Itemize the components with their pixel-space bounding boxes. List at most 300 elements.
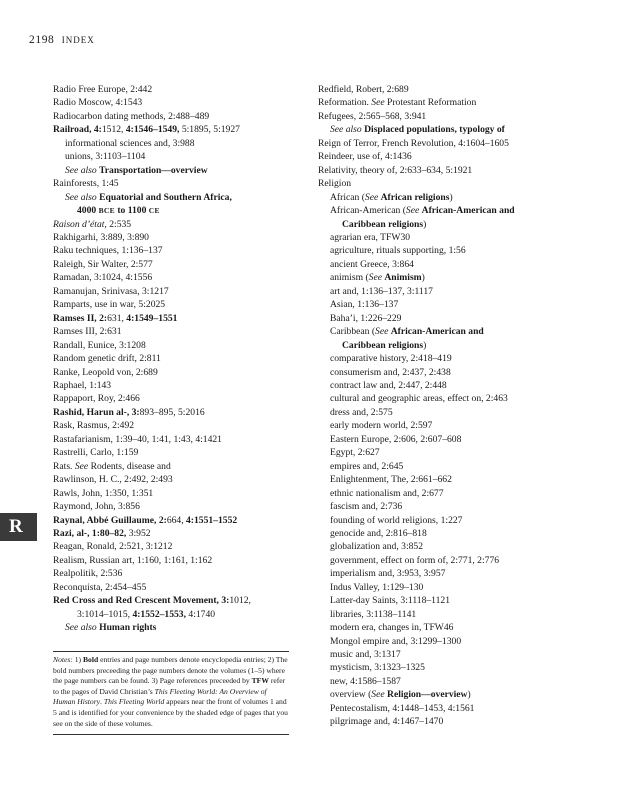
text-segment: .	[100, 697, 104, 707]
text-segment: Caribbean religions	[342, 339, 424, 351]
text-segment: 3:	[373, 649, 382, 661]
index-entry	[53, 433, 296, 446]
index-subentry	[318, 406, 583, 419]
text-segment: 661–662	[418, 474, 452, 486]
text-segment: 2:	[99, 326, 108, 338]
text-segment: Randall, Eunice,	[53, 339, 120, 351]
text-segment: Ramses II, 2:	[53, 312, 108, 324]
text-segment: 2:	[410, 474, 419, 486]
text-segment: Reagan, Ronald,	[53, 541, 120, 553]
text-segment: 3:	[127, 231, 135, 243]
text-segment: cultural and geographic areas, effect on,	[330, 393, 486, 405]
index-entry	[53, 298, 296, 311]
text-segment: See	[368, 272, 385, 284]
index-subentry	[318, 191, 583, 204]
index-subentry	[318, 621, 583, 634]
text-segment: 1:	[357, 299, 365, 311]
text-segment: 1467–1470	[400, 716, 444, 728]
text-segment: 890	[134, 231, 149, 243]
index-entry	[53, 379, 296, 392]
text-segment: 3:	[423, 568, 432, 580]
text-segment: 1:	[163, 554, 172, 566]
index-subentry	[318, 661, 583, 674]
text-segment: 2:	[112, 420, 120, 432]
index-subentry	[318, 433, 583, 446]
text-segment: 607–608	[427, 433, 462, 445]
index-subentry	[318, 554, 583, 567]
text-segment: 4:	[392, 716, 401, 728]
text-segment: Religion—overview	[387, 689, 468, 701]
text-segment: entries and page numbers denote encyclopedia entries; 2) The bold numbers preceeding the page numbers denote the volumes (1–5) where the page numbers can be found. 3) Page references preceeded by	[53, 655, 288, 686]
text-segment: Human rights	[99, 622, 157, 634]
text-segment: 437,	[409, 366, 429, 378]
text-segment: )	[449, 191, 453, 203]
text-segment: 493	[158, 474, 173, 486]
text-segment: unions,	[65, 151, 96, 163]
text-segment: music and,	[330, 649, 374, 661]
text-segment: 1118–1121	[407, 595, 450, 607]
text-segment: Razi, al-, 1:80–82,	[53, 527, 129, 539]
index-entry	[53, 473, 296, 486]
text-segment: Eastern Europe,	[330, 433, 394, 445]
index-subentry	[318, 366, 583, 379]
text-segment: Red Cross and Red Crescent Movement, 3:	[53, 595, 230, 607]
text-segment: 941	[411, 110, 427, 122]
text-segment: 1138–1141	[373, 608, 417, 620]
text-segment: 953,	[404, 568, 424, 580]
text-segment: Ramparts, use in war,	[53, 299, 139, 311]
text-segment: 227	[448, 514, 463, 526]
text-segment: Indus Valley,	[330, 581, 383, 593]
text-segment: 1212	[153, 541, 173, 553]
text-segment: 41,	[159, 433, 174, 445]
text-segment: See	[371, 689, 388, 701]
text-segment: 1436	[392, 151, 412, 163]
text-segment: 1:	[361, 285, 369, 297]
index-entry	[53, 339, 296, 352]
text-segment: 1:	[104, 487, 113, 499]
text-segment: 3:	[366, 608, 374, 620]
text-segment: Rainforests,	[53, 178, 102, 190]
text-segment: 2:	[124, 474, 132, 486]
thumb-index-letter: R	[9, 516, 23, 537]
text-segment: 3:	[172, 137, 181, 149]
text-segment: refer to the pages of David Christian’s	[53, 676, 286, 696]
text-segment: Realism, Russian art,	[53, 554, 137, 566]
text-segment: 2:	[424, 379, 433, 391]
text-segment: 143	[96, 379, 112, 391]
text-segment: 2:	[421, 487, 430, 499]
text-segment: Rappaport, Roy,	[53, 393, 118, 405]
text-segment: 1556	[132, 272, 153, 284]
index-subentry	[53, 621, 296, 634]
text-segment: 3:	[404, 110, 412, 122]
index-subentry	[318, 500, 583, 513]
thumb-index-tab	[0, 513, 37, 541]
text-segment: 5:	[445, 164, 454, 176]
text-segment: 2:	[420, 433, 428, 445]
text-segment: to 1100	[114, 205, 149, 217]
text-segment: Pentecostalism,	[330, 702, 393, 714]
index-subentry	[53, 191, 296, 204]
text-segment: 2:	[105, 581, 113, 593]
text-segment: 1012,	[229, 595, 251, 607]
text-segment: agrarian era,	[330, 231, 381, 243]
text-segment: Caribbean (	[330, 326, 376, 338]
text-segment: 856	[125, 501, 140, 513]
text-segment: TFW	[251, 676, 269, 686]
text-segment: 4:1552–1553,	[132, 608, 189, 620]
text-segment: 2:	[380, 501, 388, 513]
text-segment: )	[423, 339, 427, 351]
text-segment: Latter-day Saints,	[330, 595, 401, 607]
text-segment: Egypt,	[330, 447, 358, 459]
index-entry	[53, 312, 296, 325]
text-segment: 1024,	[101, 272, 126, 284]
text-segment: overview (	[330, 689, 372, 701]
text-segment: Animism	[384, 272, 422, 284]
index-subentry	[53, 164, 296, 177]
text-segment: 664,	[166, 514, 186, 526]
text-segment: 4:	[458, 137, 466, 149]
index-entry	[53, 419, 296, 432]
text-segment: Reindeer, use of,	[318, 151, 386, 163]
text-segment: 448	[432, 379, 447, 391]
text-segment: contract law and,	[330, 379, 399, 391]
text-segment: Rawls, John,	[53, 487, 105, 499]
text-segment: Rats.	[53, 460, 75, 472]
text-segment: Displaced populations, typology of	[364, 124, 505, 136]
index-subentry	[318, 608, 583, 621]
text-segment: African-American and	[390, 326, 484, 338]
text-segment: 1:	[173, 433, 181, 445]
index-entry	[318, 164, 583, 177]
index-subentry	[318, 379, 583, 392]
text-segment: 3:	[119, 339, 127, 351]
text-segment: 1:	[360, 312, 368, 324]
text-segment: 3:	[410, 635, 418, 647]
index-subentry	[318, 258, 583, 271]
index-entry	[53, 514, 296, 527]
text-segment: 418–419	[418, 353, 452, 365]
text-segment: 454–455	[112, 581, 147, 593]
text-segment: Asian,	[330, 299, 358, 311]
text-segment: 689	[143, 366, 158, 378]
text-segment: Ramanujan, Srinivasa,	[53, 285, 142, 297]
text-segment: 597	[417, 420, 433, 432]
index-subentry	[318, 285, 583, 298]
index-entry	[318, 110, 583, 123]
index-subentry	[318, 675, 583, 688]
text-segment: 4:	[115, 97, 124, 109]
index-entry	[53, 285, 296, 298]
text-segment: 852	[408, 541, 423, 553]
text-segment: 3:	[407, 285, 415, 297]
text-segment: See	[364, 191, 381, 203]
text-segment: mysticism,	[330, 662, 375, 674]
text-segment: 3:	[77, 608, 85, 620]
text-segment: 136–137	[128, 245, 163, 257]
text-segment: See	[74, 460, 91, 472]
text-segment: Bold	[82, 655, 99, 664]
text-segment: 1:	[115, 433, 123, 445]
running-head: INDEX	[61, 35, 95, 45]
text-segment: 689	[394, 84, 409, 95]
text-segment: CE	[148, 206, 160, 216]
text-segment: 3:	[400, 595, 408, 607]
text-segment: 631	[107, 326, 122, 338]
text-segment: 2016	[185, 406, 205, 418]
index-entry	[53, 244, 296, 257]
text-segment: 1:	[89, 379, 97, 391]
text-segment: 3:	[94, 272, 102, 284]
text-segment: 1:	[448, 245, 457, 257]
text-segment: 136–137,	[368, 285, 408, 297]
index-subentry	[318, 446, 583, 459]
index-entry	[53, 352, 296, 365]
text-segment: )	[423, 218, 427, 230]
index-entry	[318, 137, 583, 150]
text-segment: Rastafarianism,	[53, 433, 116, 445]
text-segment: 1:	[116, 447, 124, 459]
text-segment: 4:	[350, 675, 358, 687]
index-subentry	[318, 339, 583, 352]
text-segment: 2:	[393, 433, 402, 445]
text-segment: Rashid, Harun al-, 3:	[53, 406, 140, 418]
text-segment: ancient Greece,	[330, 258, 393, 270]
text-segment: founding of world religions,	[330, 514, 441, 526]
text-segment: 864	[399, 258, 414, 270]
text-segment: 577	[138, 258, 153, 270]
text-segment: Random genetic drift,	[53, 353, 140, 365]
index-entry	[53, 567, 296, 580]
text-segment: agriculture, rituals supporting,	[330, 245, 449, 257]
text-segment: 2:	[119, 541, 127, 553]
text-segment: Notes:	[53, 655, 75, 664]
text-segment: art and,	[330, 285, 362, 297]
index-entry	[53, 110, 296, 123]
text-segment: new,	[330, 675, 351, 687]
index-subentry	[318, 487, 583, 500]
text-segment: 2:	[130, 84, 138, 95]
text-segment: Caribbean religions	[342, 218, 424, 230]
text-segment: 771,	[457, 554, 478, 566]
text-segment: 3:	[392, 258, 400, 270]
text-segment: Railroad, 4:	[53, 124, 102, 136]
index-subentry	[318, 218, 583, 231]
text-segment: 565–568,	[365, 110, 405, 122]
text-segment: 56	[456, 245, 466, 257]
index-subentry	[318, 231, 583, 244]
index-subentry	[318, 419, 583, 432]
index-entry	[318, 150, 583, 163]
index-subentry	[318, 648, 583, 661]
text-segment: 2:	[150, 474, 159, 486]
index-subentry	[53, 608, 296, 621]
index-entry	[53, 177, 296, 190]
text-segment: 1:	[121, 245, 129, 257]
text-segment: 677	[429, 487, 444, 499]
text-segment: TFW	[423, 622, 444, 634]
index-entry	[53, 123, 296, 136]
text-segment: 3:	[100, 231, 108, 243]
text-segment: Raleigh, Sir Walter,	[53, 258, 131, 270]
text-segment: Reign of Terror, French Revolution,	[318, 137, 459, 149]
text-segment: 2:	[386, 84, 395, 95]
text-segment: 2:	[100, 568, 108, 580]
text-segment: Rodents, disease and	[90, 460, 171, 472]
index-entry	[53, 540, 296, 553]
text-segment: 1927	[220, 124, 240, 136]
index-subentry	[318, 540, 583, 553]
text-segment: 4:	[385, 151, 393, 163]
text-segment: appears near the front of volumes 1 and 5 and is identified for your convenience by the shaded edge of pages that you see on the side of these volumes.	[53, 697, 288, 728]
text-segment: 1895,	[189, 124, 214, 136]
text-segment: See	[405, 205, 422, 217]
text-segment: 606,	[401, 433, 421, 445]
text-segment: 736	[387, 501, 403, 513]
text-segment: 1:	[101, 178, 109, 190]
text-segment: 351	[138, 487, 154, 499]
text-segment: 2:	[399, 164, 408, 176]
text-segment: 1586–1587	[357, 675, 401, 687]
page-header	[29, 34, 95, 46]
text-segment: 159	[123, 447, 139, 459]
index-subentry	[318, 715, 583, 728]
index-entry	[53, 258, 296, 271]
text-segment: 30	[400, 231, 411, 243]
text-segment: 46	[443, 622, 454, 634]
text-segment: This Fleeting World: An Overview of Human History	[53, 686, 267, 707]
text-segment: 45	[108, 178, 119, 190]
index-entry	[53, 325, 296, 338]
text-segment: 776	[484, 554, 500, 566]
text-segment: 2:	[139, 353, 147, 365]
text-segment: 488–489	[175, 110, 210, 122]
text-segment: 161,	[171, 554, 191, 566]
text-segment: 1512,	[101, 124, 126, 136]
text-segment: dress and,	[330, 406, 371, 418]
text-segment: Rask, Rasmus,	[53, 420, 113, 432]
text-segment: 988	[180, 137, 195, 149]
text-segment: 1217	[149, 285, 169, 297]
text-segment: 2025	[145, 299, 166, 311]
text-segment: 5:	[213, 124, 221, 136]
index-subentry	[318, 392, 583, 405]
index-entry	[53, 594, 296, 607]
text-segment: 1014–1015,	[84, 608, 133, 620]
text-segment: Rakhigarhi,	[53, 231, 101, 243]
text-segment: informational sciences and,	[65, 137, 173, 149]
text-segment: 4:	[188, 608, 196, 620]
text-segment: 2:	[477, 554, 485, 566]
index-subentry	[318, 123, 583, 136]
text-segment: 2:	[410, 420, 418, 432]
text-segment: 645	[388, 460, 404, 472]
text-segment: early modern world,	[330, 420, 411, 432]
text-segment: 1:	[190, 554, 198, 566]
text-segment: 3:	[396, 568, 405, 580]
text-segment: African-American (	[330, 205, 406, 217]
text-segment: 5:	[181, 124, 190, 136]
text-segment: libraries,	[330, 608, 367, 620]
index-subentry	[318, 244, 583, 257]
text-segment: 521,	[126, 541, 146, 553]
text-segment: 816–818	[393, 527, 427, 539]
text-segment: 43,	[180, 433, 196, 445]
text-segment: 4:	[125, 272, 133, 284]
text-segment: Redfield, Robert,	[318, 84, 387, 95]
text-segment: 136–137	[364, 299, 399, 311]
text-segment: Radio Free Europe,	[53, 84, 131, 95]
text-segment: 2:	[370, 406, 379, 418]
text-segment: 633–634,	[407, 164, 446, 176]
index-subentry	[318, 581, 583, 594]
text-segment: See also	[65, 191, 100, 203]
text-segment: Raphael,	[53, 379, 90, 391]
text-segment: 226–229	[367, 312, 402, 324]
text-segment: 4000	[77, 205, 99, 217]
text-segment: Ranke, Leopold von,	[53, 366, 136, 378]
text-segment: 535	[116, 218, 132, 230]
index-entry	[53, 366, 296, 379]
text-segment: 466	[125, 393, 140, 405]
text-segment: 3:	[142, 285, 150, 297]
text-segment: 4:1546–1549,	[125, 124, 182, 136]
text-segment: Mongol empire and,	[330, 635, 411, 647]
index-subentry	[318, 312, 583, 325]
text-segment: 627	[365, 447, 380, 459]
text-segment: 631,	[107, 312, 127, 324]
index-subentry	[318, 567, 583, 580]
text-segment: 2:	[168, 110, 176, 122]
text-segment: 536	[107, 568, 123, 580]
text-segment: Raison d’état,	[53, 218, 110, 230]
text-segment: Refugees,	[318, 110, 359, 122]
text-segment: 1604–1605	[465, 137, 509, 149]
text-segment: Enlightenment, The,	[330, 474, 411, 486]
index-subentry	[318, 594, 583, 607]
text-segment: 4:1551–1552	[186, 514, 238, 526]
text-segment: 2:	[398, 379, 406, 391]
text-segment: Ramadan,	[53, 272, 95, 284]
text-segment: 3:	[118, 501, 126, 513]
text-segment: 3:	[128, 527, 137, 539]
text-segment: 4:1549–1551	[126, 312, 178, 324]
index-entry	[53, 581, 296, 594]
text-segment: 1421	[202, 433, 222, 445]
text-segment: 2:	[135, 366, 144, 378]
index-entry	[53, 83, 296, 96]
text-segment: pilgrimage and,	[330, 716, 393, 728]
text-segment: 1)	[74, 655, 83, 664]
text-segment: government, effect on form of,	[330, 554, 451, 566]
text-segment: 1:	[131, 487, 139, 499]
text-segment: 5:	[138, 299, 146, 311]
text-segment: Radiocarbon dating methods,	[53, 110, 169, 122]
text-segment: 438	[436, 366, 451, 378]
text-segment: 1740	[195, 608, 216, 620]
text-segment: 2:	[117, 393, 126, 405]
text-segment: 492,	[131, 474, 151, 486]
text-segment: 1448–1453,	[399, 702, 448, 714]
text-segment: 2:	[410, 353, 419, 365]
text-segment: 2:	[385, 527, 394, 539]
text-segment: 3:	[374, 662, 382, 674]
text-segment: 1:	[382, 581, 390, 593]
text-segment: ethnic nationalism and,	[330, 487, 422, 499]
text-segment: 39–40,	[122, 433, 152, 445]
